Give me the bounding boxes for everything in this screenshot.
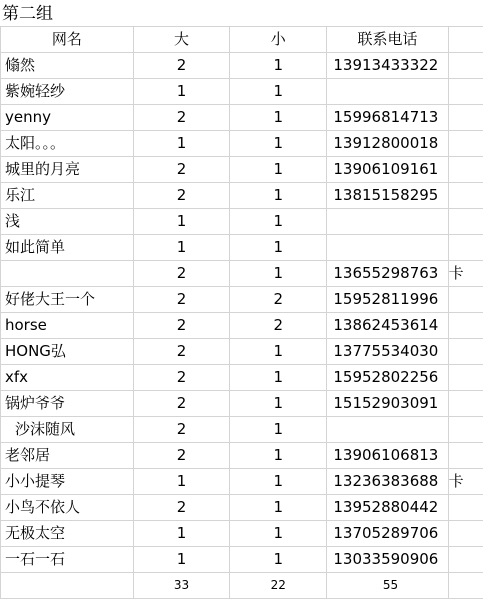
header-phone[interactable]: 联系电话	[327, 27, 448, 53]
cell-total-extra[interactable]	[448, 573, 483, 599]
cell-note[interactable]	[448, 521, 483, 547]
cell-name[interactable]: 小鸟不依人	[1, 495, 134, 521]
table-row	[1, 495, 483, 521]
cell-big[interactable]: 2	[133, 443, 229, 469]
cell-note[interactable]	[448, 443, 483, 469]
cell-phone[interactable]	[327, 235, 448, 261]
cell-note[interactable]	[448, 391, 483, 417]
cell-note[interactable]: 卡	[448, 469, 483, 495]
cell-big[interactable]: 2	[133, 183, 229, 209]
cell-name[interactable]: 城里的月亮	[1, 157, 134, 183]
cell-note[interactable]	[448, 313, 483, 339]
cell-phone[interactable]: 15952802256	[327, 365, 448, 391]
group-title: 第二组	[2, 4, 53, 24]
cell-note[interactable]	[448, 495, 483, 521]
cell-small[interactable]: 1	[230, 79, 327, 105]
cell-phone[interactable]: 13912800018	[327, 131, 448, 157]
cell-phone[interactable]: 13862453614	[327, 313, 448, 339]
cell-note[interactable]	[448, 105, 483, 131]
cell-name[interactable]: 小小提琴	[1, 469, 134, 495]
cell-name[interactable]: 好佬大王一个	[1, 287, 134, 313]
cell-small[interactable]: 1	[230, 105, 327, 131]
cell-note[interactable]	[448, 131, 483, 157]
cell-small[interactable]: 1	[230, 495, 327, 521]
table-row	[1, 79, 483, 105]
cell-big[interactable]: 2	[133, 157, 229, 183]
cell-small[interactable]: 1	[230, 417, 327, 443]
cell-note[interactable]	[448, 79, 483, 105]
table-row	[1, 521, 483, 547]
table-row	[1, 105, 483, 131]
cell-small[interactable]: 1	[230, 547, 327, 573]
cell-big[interactable]: 2	[133, 339, 229, 365]
cell-small[interactable]: 1	[230, 469, 327, 495]
table-row	[1, 469, 483, 495]
cell-name[interactable]: xfx	[1, 365, 134, 391]
cell-big[interactable]: 1	[133, 79, 229, 105]
header-name[interactable]: 网名	[1, 27, 134, 53]
cell-phone[interactable]: 13906109161	[327, 157, 448, 183]
cell-phone[interactable]: 13775534030	[327, 339, 448, 365]
totals-row	[1, 573, 483, 599]
table-row	[1, 313, 483, 339]
table-row	[1, 365, 483, 391]
cell-name[interactable]: 浅	[1, 209, 134, 235]
cell-phone[interactable]: 13033590906	[327, 547, 448, 573]
cell-name[interactable]: horse	[1, 313, 134, 339]
cell-note[interactable]	[448, 365, 483, 391]
cell-small[interactable]: 1	[230, 339, 327, 365]
cell-name[interactable]: 太阳。。。	[1, 131, 134, 157]
cell-big[interactable]: 2	[133, 313, 229, 339]
table-row	[1, 131, 483, 157]
cell-name[interactable]: 紫婉轻纱	[1, 79, 134, 105]
cell-phone[interactable]	[327, 417, 448, 443]
table-row	[1, 287, 483, 313]
table-row	[1, 261, 483, 287]
cell-name[interactable]: HONG弘	[1, 339, 134, 365]
cell-name[interactable]: 锅炉爷爷	[1, 391, 134, 417]
cell-name[interactable]: 如此简单	[1, 235, 134, 261]
cell-big[interactable]: 1	[133, 469, 229, 495]
cell-big[interactable]: 1	[133, 235, 229, 261]
cell-note[interactable]	[448, 339, 483, 365]
cell-small[interactable]: 1	[230, 443, 327, 469]
cell-note[interactable]	[448, 417, 483, 443]
cell-big[interactable]: 2	[133, 417, 229, 443]
cell-note[interactable]	[448, 547, 483, 573]
cell-small[interactable]: 1	[230, 157, 327, 183]
cell-small[interactable]: 1	[230, 209, 327, 235]
cell-name[interactable]: 一石一石	[1, 547, 134, 573]
cell-big[interactable]: 2	[133, 105, 229, 131]
cell-small[interactable]: 1	[230, 521, 327, 547]
cell-total-big[interactable]: 33	[133, 573, 229, 599]
table-row	[1, 209, 483, 235]
cell-big[interactable]: 2	[133, 53, 229, 79]
cell-note[interactable]	[448, 209, 483, 235]
header-big[interactable]: 大	[133, 27, 229, 53]
cell-big[interactable]: 2	[133, 261, 229, 287]
cell-big[interactable]: 2	[133, 495, 229, 521]
cell-name[interactable]: 翛然	[1, 53, 134, 79]
cell-note[interactable]	[448, 287, 483, 313]
cell-phone[interactable]	[327, 209, 448, 235]
cell-small[interactable]: 1	[230, 391, 327, 417]
cell-note[interactable]	[448, 53, 483, 79]
cell-small[interactable]: 2	[230, 287, 327, 313]
cell-note[interactable]	[448, 157, 483, 183]
cell-note[interactable]: 卡	[448, 261, 483, 287]
cell-big[interactable]: 2	[133, 287, 229, 313]
cell-total-small[interactable]: 22	[230, 573, 327, 599]
cell-big[interactable]: 2	[133, 365, 229, 391]
table-row	[1, 417, 483, 443]
cell-name[interactable]	[1, 261, 134, 287]
cell-phone[interactable]: 13952880442	[327, 495, 448, 521]
header-small[interactable]: 小	[230, 27, 327, 53]
cell-phone[interactable]: 13815158295	[327, 183, 448, 209]
table-row	[1, 443, 483, 469]
cell-small[interactable]: 1	[230, 53, 327, 79]
table-row	[1, 235, 483, 261]
cell-phone[interactable]	[327, 79, 448, 105]
cell-big[interactable]: 2	[133, 391, 229, 417]
cell-name[interactable]: 沙沫随风	[1, 417, 134, 443]
cell-name[interactable]: 乐江	[1, 183, 134, 209]
cell-phone[interactable]: 13906106813	[327, 443, 448, 469]
cell-note[interactable]	[448, 235, 483, 261]
cell-small[interactable]: 1	[230, 235, 327, 261]
cell-name[interactable]: 老邻居	[1, 443, 134, 469]
cell-phone[interactable]: 15952811996	[327, 287, 448, 313]
cell-small[interactable]: 1	[230, 183, 327, 209]
cell-small[interactable]: 1	[230, 365, 327, 391]
cell-total-phone[interactable]: 55	[327, 573, 448, 599]
cell-name[interactable]: 无极太空	[1, 521, 134, 547]
table-row	[1, 53, 483, 79]
cell-phone[interactable]: 13705289706	[327, 521, 448, 547]
table-row	[1, 391, 483, 417]
cell-phone[interactable]: 13236383688	[327, 469, 448, 495]
table-row	[1, 157, 483, 183]
cell-note[interactable]	[448, 183, 483, 209]
header-row	[1, 27, 483, 53]
cell-small[interactable]: 1	[230, 131, 327, 157]
cell-big[interactable]: 1	[133, 209, 229, 235]
cell-big[interactable]: 1	[133, 131, 229, 157]
cell-phone[interactable]: 15152903091	[327, 391, 448, 417]
cell-small[interactable]: 1	[230, 261, 327, 287]
cell-big[interactable]: 1	[133, 547, 229, 573]
cell-name[interactable]: yenny	[1, 105, 134, 131]
cell-phone[interactable]: 15996814713	[327, 105, 448, 131]
cell-phone[interactable]: 13913433322	[327, 53, 448, 79]
cell-phone[interactable]: 13655298763	[327, 261, 448, 287]
table-row	[1, 183, 483, 209]
cell-big[interactable]: 1	[133, 521, 229, 547]
cell-total-label[interactable]	[1, 573, 134, 599]
table-row	[1, 547, 483, 573]
header-extra[interactable]	[448, 27, 483, 53]
cell-small[interactable]: 2	[230, 313, 327, 339]
table-row	[1, 339, 483, 365]
data-table	[0, 26, 483, 599]
